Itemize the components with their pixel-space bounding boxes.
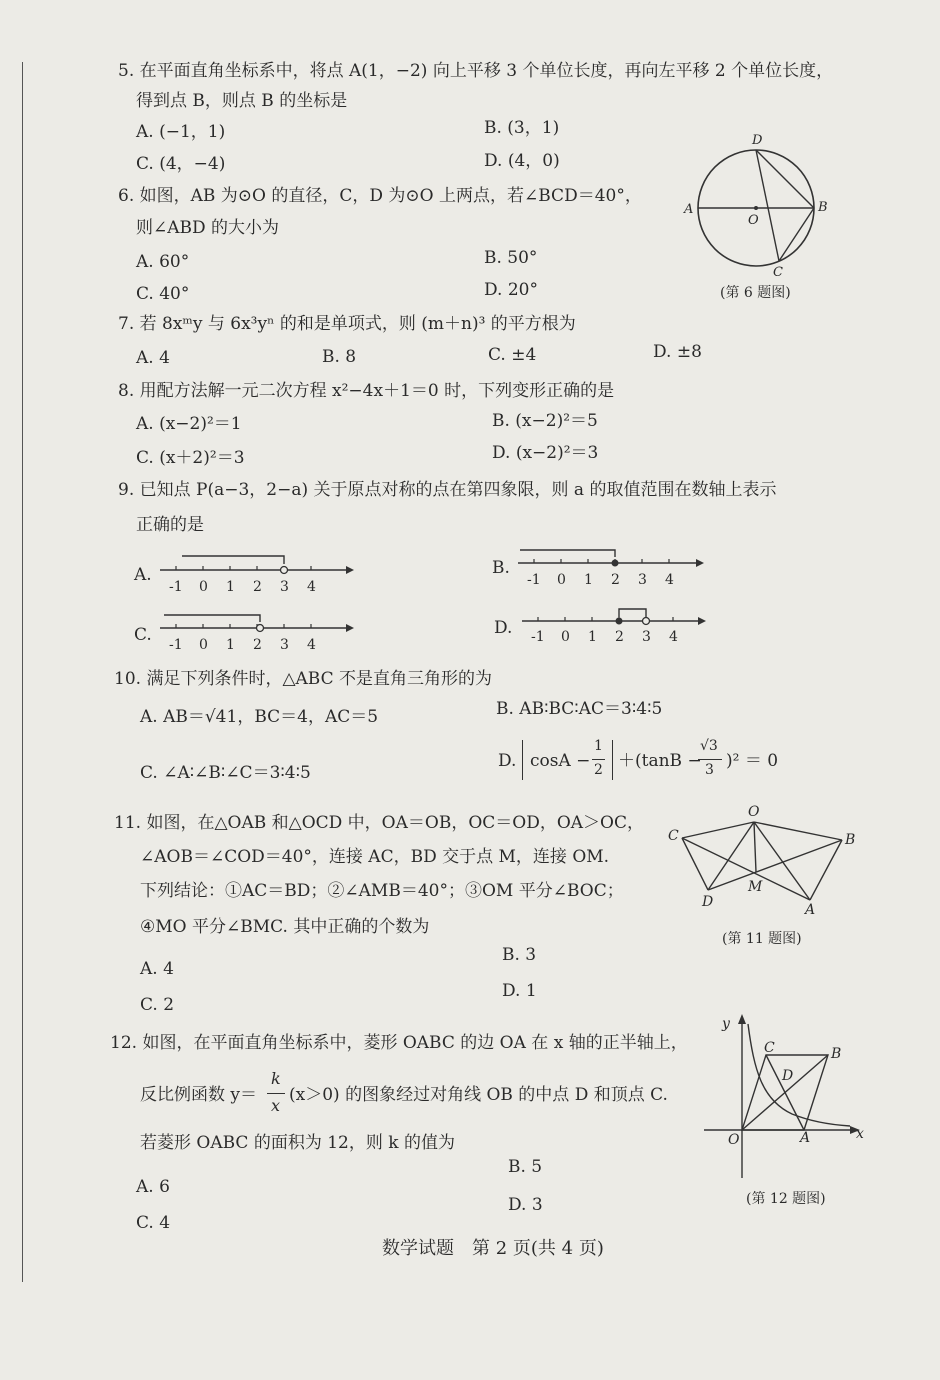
q5-option-d: D. (4，0) [484, 151, 560, 171]
q12-label-d: D [782, 1068, 794, 1084]
q9a-tick: 2 [253, 579, 262, 595]
q9a-tick: 1 [226, 579, 235, 595]
q8-option-a: A. (x−2)²＝1 [136, 414, 242, 434]
q6-option-d: D. 20° [484, 280, 538, 300]
q11-figure-caption: (第 11 题图) [722, 931, 802, 947]
q9b-tick: 0 [557, 572, 566, 588]
q5-option-c: C. (4，−4) [136, 154, 226, 174]
q9-option-d: D. [494, 618, 513, 638]
q9d-tick: 2 [615, 629, 624, 645]
q12-frac-num: k [271, 1069, 281, 1088]
q12-stem-line1: 12. 如图，在平面直角坐标系中，菱形 OABC 的边 OA 在 x 轴的正半轴上， [110, 1033, 688, 1053]
q11-option-a: A. 4 [140, 959, 174, 979]
q9-stem-line1: 9. 已知点 P(a−3，2−a) 关于原点对称的点在第四象限，则 a 的取值范围在数轴上表示 [118, 480, 777, 500]
q9c-tick: -1 [169, 637, 183, 653]
q12-label-a: A [800, 1130, 811, 1146]
q5-stem-line2: 得到点 B，则点 B 的坐标是 [136, 91, 348, 111]
q10-d-half-bar [592, 759, 605, 760]
q10-d-half-num: 1 [594, 738, 603, 754]
q8-option-c: C. (x＋2)²＝3 [136, 448, 245, 468]
q11-stem-line4: ④MO 平分∠BMC. 其中正确的个数为 [140, 917, 430, 937]
q9c-tick: 2 [253, 637, 262, 653]
q10-option-a: A. AB＝√41，BC＝4，AC＝5 [140, 707, 379, 727]
q12-frac-bar [267, 1093, 285, 1094]
q9b-tick: 1 [584, 572, 593, 588]
q9a-tick: 0 [199, 579, 208, 595]
q10-d-half-den: 2 [594, 762, 603, 778]
q10-abs-bar-right [612, 740, 613, 780]
q10-option-c: C. ∠A∶∠B∶∠C＝3∶4∶5 [140, 763, 311, 783]
q12-label-x: x [856, 1126, 864, 1142]
q11-triangles-figure [664, 800, 864, 920]
q6-label-d: D [752, 133, 763, 148]
q11-label-m: M [748, 879, 763, 895]
q11-label-o: O [748, 804, 760, 820]
q5-stem-line1: 5. 在平面直角坐标系中，将点 A(1，−2) 向上平移 3 个单位长度，再向左平移 2 个单位长度， [118, 61, 834, 81]
q9-option-a: A. [134, 565, 152, 585]
q9-numberline-a [160, 550, 360, 600]
q5-option-b: B. (3，1) [484, 118, 560, 138]
q9-numberline-b [518, 544, 718, 594]
q10-stem: 10. 满足下列条件时，△ABC 不是直角三角形的为 [114, 669, 493, 689]
q10-d-sqrt3: √3 [700, 738, 718, 754]
q12-option-a: A. 6 [136, 1177, 170, 1197]
q12-rhombus-figure [700, 1010, 870, 1185]
q10-d-tan: ＋(tanB − [618, 751, 702, 771]
q9d-tick: 4 [669, 629, 678, 645]
q10-d-three: 3 [705, 762, 714, 778]
q9c-tick: 1 [226, 637, 235, 653]
q12-label-b: B [831, 1046, 842, 1062]
q12-option-c: C. 4 [136, 1213, 171, 1233]
q11-option-d: D. 1 [502, 981, 537, 1001]
q10-d-cos: cosA − [530, 751, 591, 771]
q9c-tick: 3 [280, 637, 289, 653]
q12-label-y: y [722, 1016, 730, 1032]
q9c-tick: 4 [307, 637, 316, 653]
q10-d-tail: )² ＝ 0 [726, 751, 779, 771]
q6-label-c: C [773, 265, 783, 280]
q6-option-a: A. 60° [136, 252, 190, 272]
q11-label-b: B [845, 832, 856, 848]
q12-option-d: D. 3 [508, 1195, 543, 1215]
q9a-tick: 3 [280, 579, 289, 595]
q9d-tick: 1 [588, 629, 597, 645]
q6-circle-figure [676, 128, 836, 288]
q7-option-d: D. ±8 [653, 342, 702, 362]
q6-option-b: B. 50° [484, 248, 538, 268]
q10-d-sqrt-bar [698, 759, 722, 760]
q7-option-c: C. ±4 [488, 345, 537, 365]
q8-stem: 8. 用配方法解一元二次方程 x²−4x＋1＝0 时，下列变形正确的是 [118, 381, 615, 401]
q10-option-b: B. AB∶BC∶AC＝3∶4∶5 [496, 699, 663, 719]
page-footer: 数学试题 第 2 页(共 4 页) [382, 1238, 604, 1259]
q11-stem-line2: ∠AOB＝∠COD＝40°，连接 AC，BD 交于点 M，连接 OM. [140, 847, 610, 867]
q5-option-a: A. (−1，1) [136, 122, 226, 142]
q8-option-d: D. (x−2)²＝3 [492, 443, 599, 463]
q11-label-a: A [805, 902, 816, 918]
q9d-tick: 3 [642, 629, 651, 645]
q9-numberline-c [160, 608, 360, 658]
q12-label-o: O [728, 1132, 740, 1148]
q6-label-o: O [748, 213, 759, 228]
q11-option-c: C. 2 [140, 995, 175, 1015]
q9b-tick: 2 [611, 572, 620, 588]
q12-stem-line2b: (x＞0) 的图象经过对角线 OB 的中点 D 和顶点 C. [289, 1085, 668, 1105]
q10-abs-bar-left [522, 740, 523, 780]
binding-margin-line [22, 62, 23, 1282]
q6-option-c: C. 40° [136, 284, 190, 304]
q7-option-b: B. 8 [322, 347, 357, 367]
q9-numberline-d [522, 602, 722, 652]
q9b-tick: 4 [665, 572, 674, 588]
q9d-tick: -1 [531, 629, 545, 645]
q11-option-b: B. 3 [502, 945, 537, 965]
q6-figure-caption: (第 6 题图) [720, 285, 791, 301]
q6-stem-line1: 6. 如图，AB 为⊙O 的直径，C，D 为⊙O 上两点，若∠BCD＝40°， [118, 186, 642, 206]
q12-figure-caption: (第 12 题图) [746, 1191, 826, 1207]
q12-stem-line3: 若菱形 OABC 的面积为 12，则 k 的值为 [140, 1133, 455, 1153]
q12-option-b: B. 5 [508, 1157, 543, 1177]
q10-option-d [494, 738, 794, 784]
q9a-tick: -1 [169, 579, 183, 595]
q9a-tick: 4 [307, 579, 316, 595]
q9c-tick: 0 [199, 637, 208, 653]
q9-stem-line2: 正确的是 [136, 515, 204, 535]
q11-label-c: C [668, 828, 679, 844]
q12-label-c: C [764, 1040, 775, 1056]
q11-stem-line1: 11. 如图，在△OAB 和△OCD 中，OA＝OB，OC＝OD，OA＞OC， [114, 813, 644, 833]
q10-d-label: D. [498, 751, 517, 771]
q6-label-b: B [818, 200, 828, 215]
q9-option-c: C. [134, 625, 152, 645]
q9-option-b: B. [492, 558, 510, 578]
q7-stem: 7. 若 8xᵐy 与 6x³yⁿ 的和是单项式，则 (m＋n)³ 的平方根为 [118, 314, 576, 334]
q11-stem-line3: 下列结论：①AC＝BD；②∠AMB＝40°；③OM 平分∠BOC； [140, 881, 624, 901]
q9b-tick: -1 [527, 572, 541, 588]
q12-stem-line2a: 反比例函数 y＝ [140, 1085, 258, 1105]
q6-stem-line2: 则∠ABD 的大小为 [136, 218, 280, 238]
q9d-tick: 0 [561, 629, 570, 645]
q6-label-a: A [684, 202, 694, 217]
q7-option-a: A. 4 [136, 348, 170, 368]
q11-label-d: D [702, 894, 714, 910]
q12-frac-den: x [271, 1096, 281, 1115]
q8-option-b: B. (x−2)²＝5 [492, 411, 598, 431]
q9b-tick: 3 [638, 572, 647, 588]
